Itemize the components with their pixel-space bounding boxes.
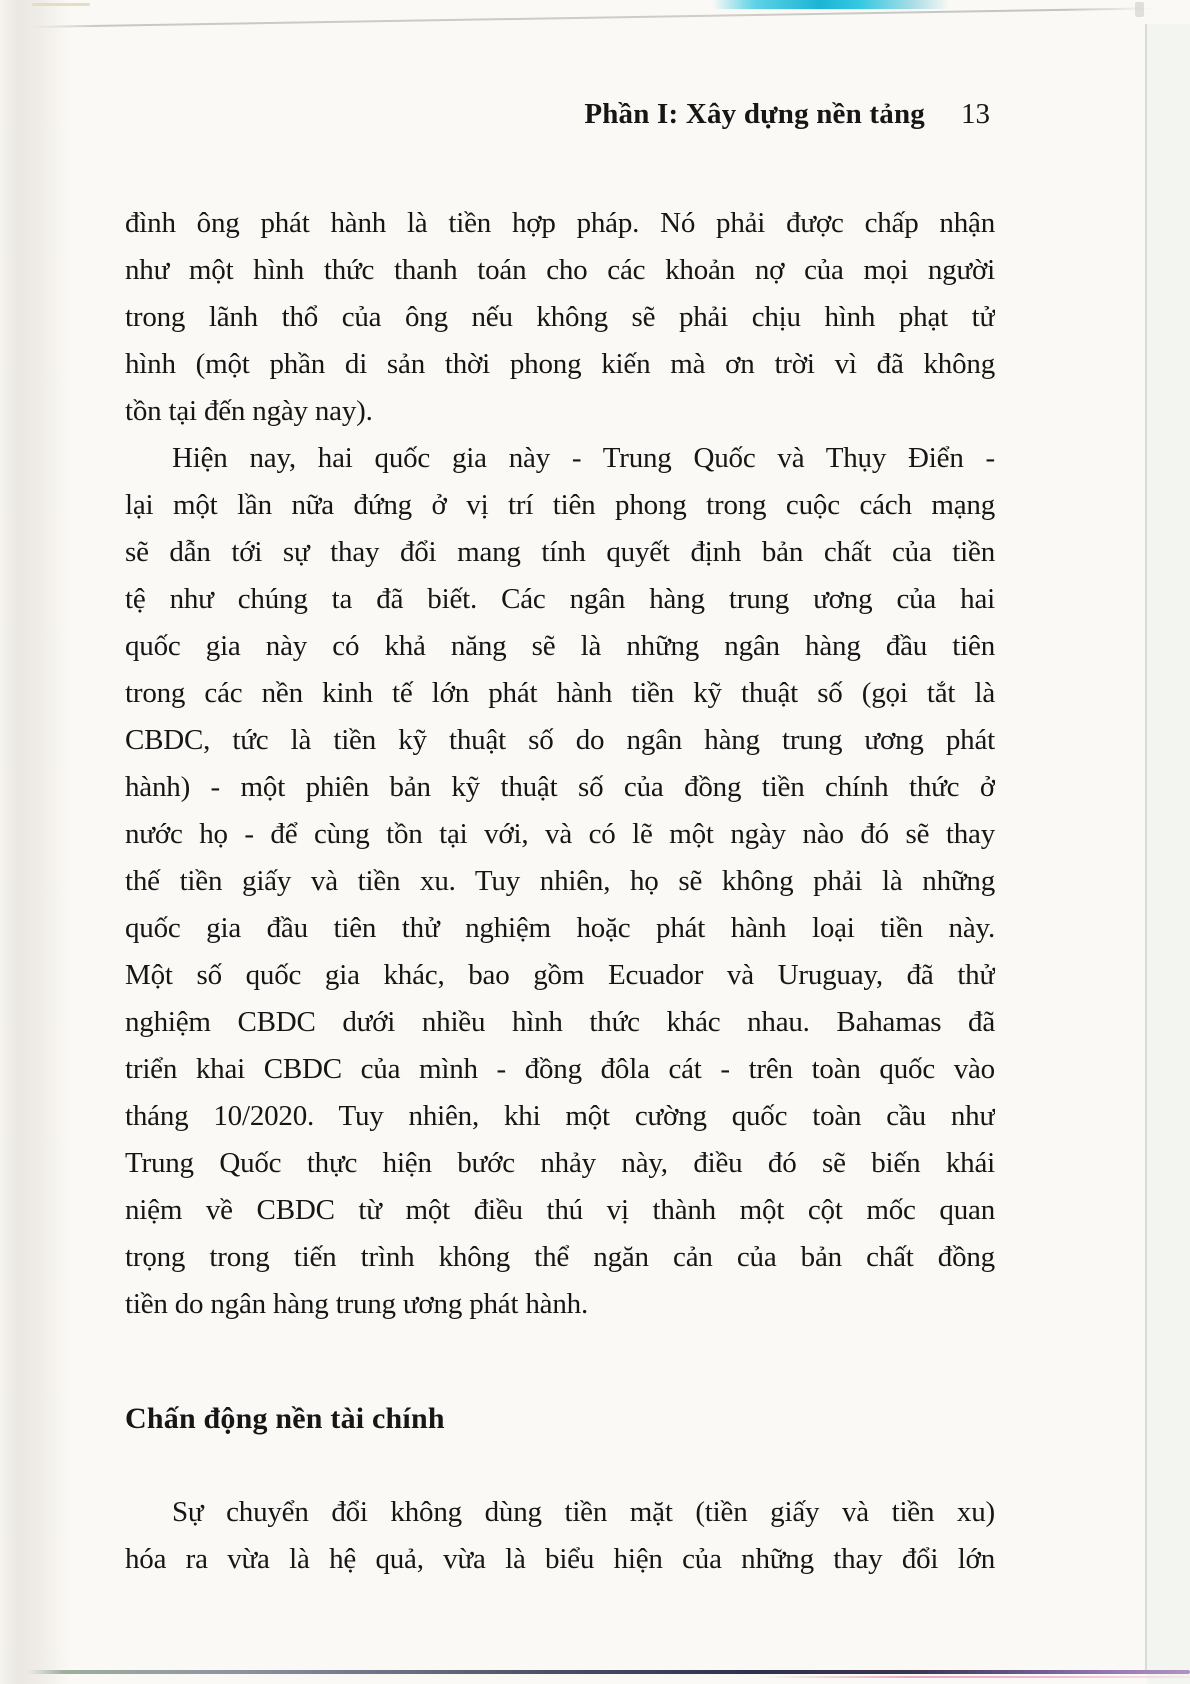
text-line: Hiện nay, hai quốc gia này - Trung Quốc và Thụy Điển - [172, 442, 995, 474]
text-line: lại một lần nữa đứng ở vị trí tiên phong trong cuộc cách mạng [125, 489, 995, 521]
text-line: tháng 10/2020. Tuy nhiên, khi một cường quốc toàn cầu như [125, 1100, 995, 1132]
paragraph-3 [125, 1489, 995, 1583]
scan-top-right-smudge [1135, 2, 1144, 17]
scan-right-page-band [1147, 24, 1190, 1684]
text-line: CBDC, tức là tiền kỹ thuật số do ngân hàng trung ương phát [125, 724, 995, 756]
text-line: Trung Quốc thực hiện bước nhảy này, điều đó sẽ biến khái [125, 1147, 995, 1179]
text-line: tiền do ngân hàng trung ương phát hành. [125, 1288, 588, 1320]
paragraph-1 [125, 200, 995, 435]
body-text [125, 200, 995, 1583]
section-heading: Chấn động nền tài chính [125, 1402, 445, 1435]
text-line: Sự chuyển đổi không dùng tiền mặt (tiền giấy và tiền xu) [172, 1496, 995, 1528]
scan-bottom-pink-edge [760, 1676, 1190, 1679]
text-line: hình (một phần di sản thời phong kiến mà ơn trời vì đã không [125, 348, 995, 380]
text-line: tồn tại đến ngày nay). [125, 395, 373, 427]
text-line: hóa ra vừa là hệ quả, vừa là biểu hiện của những thay đổi lớn [125, 1543, 995, 1575]
text-line: sẽ dẫn tới sự thay đổi mang tính quyết định bản chất của tiền [125, 536, 995, 568]
text-line: trong lãnh thổ của ông nếu không sẽ phải chịu hình phạt tử [125, 301, 995, 333]
scan-top-left-mark [32, 3, 90, 6]
text-line: nghiệm CBDC dưới nhiều hình thức khác nhau. Bahamas đã [125, 1006, 995, 1038]
text-line: quốc gia này có khả năng sẽ là những ngân hàng đầu tiên [125, 630, 995, 662]
text-line: quốc gia đầu tiên thử nghiệm hoặc phát hành loại tiền này. [125, 912, 995, 944]
section-title: Phần I: Xây dựng nền tảng [584, 98, 925, 130]
scan-left-gutter-shadow [0, 0, 70, 1684]
scan-page-top-edge [30, 7, 1155, 27]
page-number: 13 [961, 98, 990, 130]
text-line: hành) - một phiên bản kỹ thuật số của đồng tiền chính thức ở [125, 771, 995, 803]
running-header [584, 94, 990, 134]
paragraph-2 [125, 435, 995, 1328]
text-line: tệ như chúng ta đã biết. Các ngân hàng trung ương của hai [125, 583, 995, 615]
text-line: trong các nền kinh tế lớn phát hành tiền kỹ thuật số (gọi tắt là [125, 677, 995, 709]
text-line: triển khai CBDC của mình - đồng đôla cát - trên toàn quốc vào [125, 1053, 995, 1085]
scan-bottom-page-edge [28, 1670, 1190, 1674]
text-line: trọng trong tiến trình không thể ngăn cản của bản chất đồng [125, 1241, 995, 1273]
text-line: Một số quốc gia khác, bao gồm Ecuador và Uruguay, đã thử [125, 959, 995, 991]
text-line: thế tiền giấy và tiền xu. Tuy nhiên, họ sẽ không phải là những [125, 865, 995, 897]
scan-right-page-edge [1145, 24, 1147, 1674]
text-line: niệm về CBDC từ một điều thú vị thành một cột mốc quan [125, 1194, 995, 1226]
text-line: như một hình thức thanh toán cho các khoản nợ của mọi người [125, 254, 995, 286]
text-line: nước họ - để cùng tồn tại với, và có lẽ một ngày nào đó sẽ thay [125, 818, 995, 850]
text-line: đình ông phát hành là tiền hợp pháp. Nó phải được chấp nhận [125, 207, 995, 239]
scan-cover-cyan-streak [712, 0, 950, 9]
